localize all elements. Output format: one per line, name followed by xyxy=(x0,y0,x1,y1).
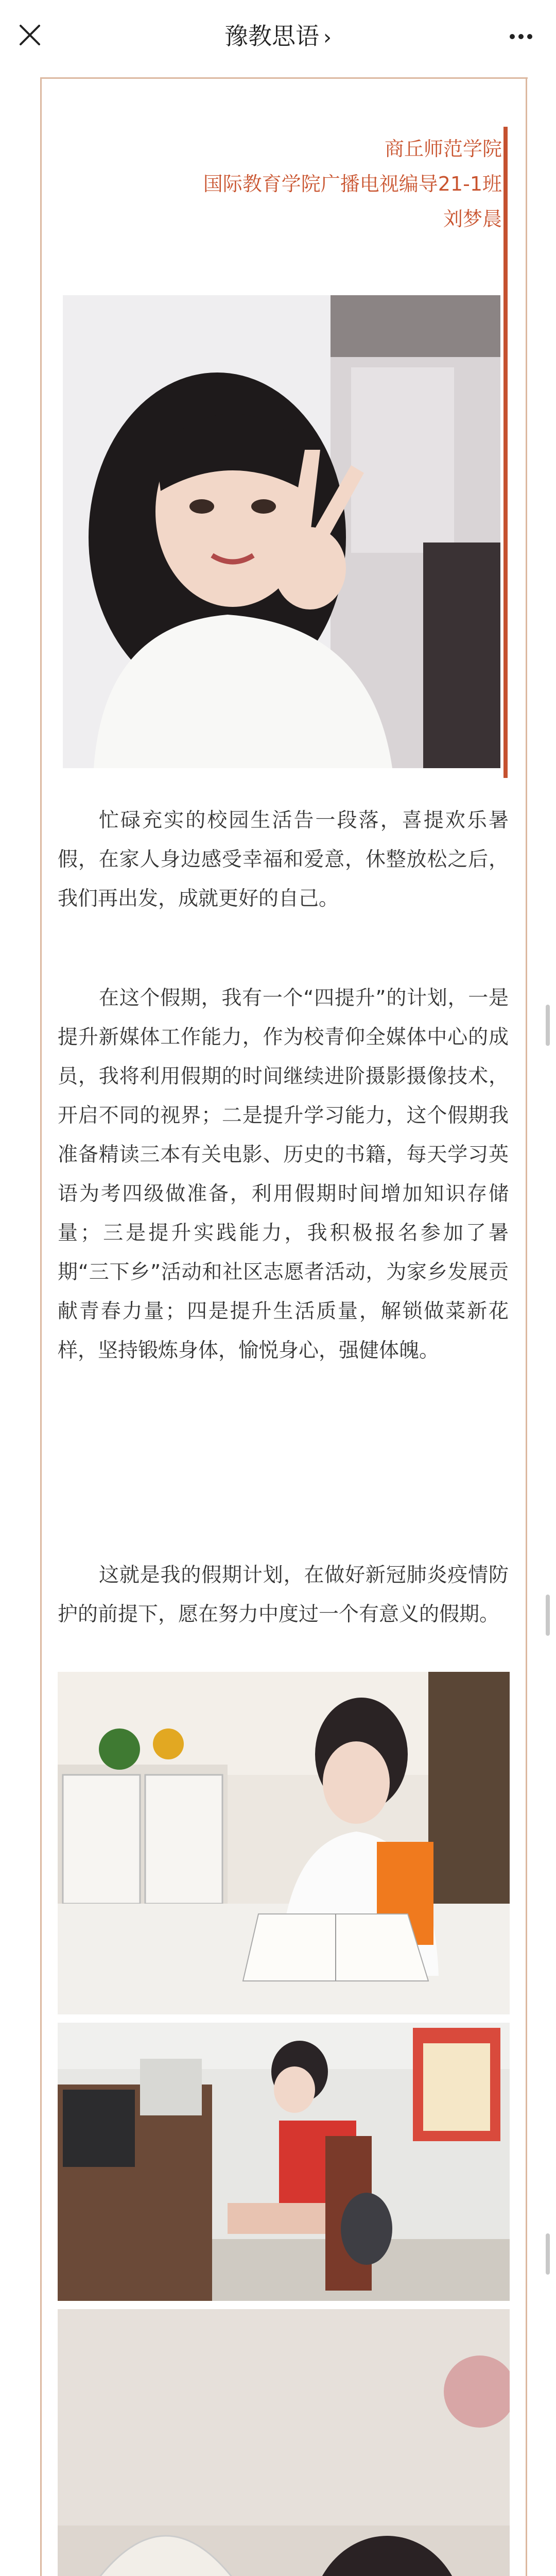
more-icon-dot xyxy=(518,34,524,39)
accent-bar xyxy=(503,127,508,778)
author-header xyxy=(203,131,502,236)
account-title-link[interactable] xyxy=(0,18,556,52)
top-bar xyxy=(0,0,556,70)
chevron-right-icon: › xyxy=(323,26,332,49)
paragraph-2: 在这个假期，我有一个“四提升”的计划，一是提升新媒体工作能力，作为校青仰全媒体中心的成员，我将利用假期的时间继续进阶摄影摄像技术，开启不同的视界；二是提升学习能力，这个假期我准备精读三本有关电影、历史的书籍，每天学习英语为考四级做准备，利用假期时间增加知识存储量；三是提升实践能力，我积极报名参加了暑期“三下乡”活动和社区志愿者活动，为家乡发展贡献青春力量；四是提升生活质量，解锁做菜新花样，坚持锻炼身体，愉悦身心，强健体魄。 xyxy=(58,987,509,1362)
author-name: 刘梦晨 xyxy=(443,208,502,230)
more-button[interactable] xyxy=(506,21,536,52)
author-portrait-photo xyxy=(63,295,500,768)
scrollbar-thumb[interactable] xyxy=(546,2233,550,2275)
camera-photo xyxy=(58,2309,510,2576)
studying-photo xyxy=(58,1672,510,2014)
paragraph-3: 这就是我的假期计划，在做好新冠肺炎疫情防护的前提下，愿在努力中度过一个有意义的假期。 xyxy=(58,1564,509,1626)
more-icon-dot xyxy=(527,34,532,39)
scrollbar-thumb[interactable] xyxy=(546,1005,550,1046)
scrollbar-thumb[interactable] xyxy=(546,1595,550,1636)
school-name: 商丘师范学院 xyxy=(384,138,502,160)
more-icon xyxy=(510,34,515,39)
paragraph-1: 忙碌充实的校园生活告一段落，喜提欢乐暑假，在家人身边感受幸福和爱意，休整放松之后，我们再出发，成就更好的自己。 xyxy=(58,809,509,910)
volunteer-photo xyxy=(58,2023,510,2301)
frame-right-line xyxy=(526,77,527,2576)
page-title: 豫教思语 xyxy=(224,22,319,50)
class-name: 国际教育学院广播电视编导21-1班 xyxy=(203,173,502,195)
